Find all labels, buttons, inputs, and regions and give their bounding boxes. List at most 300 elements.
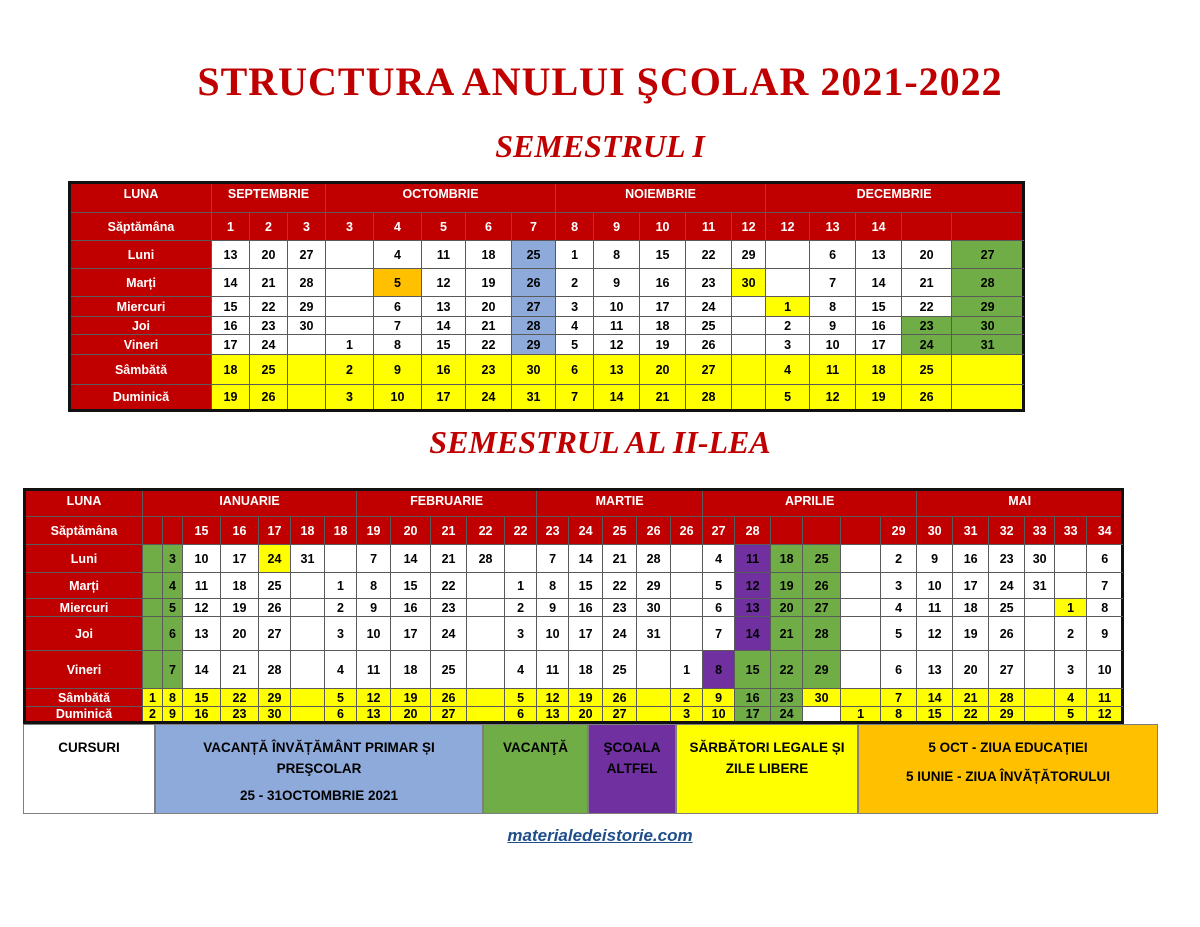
day-label: Marți: [25, 573, 143, 599]
day-cell: 15: [640, 241, 686, 269]
day-cell: 3: [505, 617, 537, 651]
day-cell: 2: [881, 545, 917, 573]
day-cell: [671, 599, 703, 617]
week-label: Săptămâna: [70, 213, 212, 241]
day-cell: 20: [953, 651, 989, 689]
day-cell: 13: [856, 241, 902, 269]
day-cell: 28: [512, 317, 556, 335]
day-cell: 22: [466, 335, 512, 355]
day-cell: 12: [594, 335, 640, 355]
week-number: 21: [431, 517, 467, 545]
day-cell: 20: [640, 355, 686, 385]
day-cell: 7: [881, 689, 917, 707]
day-cell: 29: [803, 651, 841, 689]
day-cell: 22: [902, 297, 952, 317]
day-cell: [143, 617, 163, 651]
day-cell: 21: [250, 269, 288, 297]
day-cell: 15: [569, 573, 603, 599]
day-cell: 11: [735, 545, 771, 573]
day-cell: 28: [288, 269, 326, 297]
week-number: 5: [422, 213, 466, 241]
day-cell: 17: [221, 545, 259, 573]
day-cell: 25: [603, 651, 637, 689]
day-cell: 21: [640, 385, 686, 411]
day-cell: 11: [183, 573, 221, 599]
day-cell: 2: [671, 689, 703, 707]
day-cell: 7: [357, 545, 391, 573]
day-cell: [291, 651, 325, 689]
day-cell: 24: [902, 335, 952, 355]
day-cell: 27: [686, 355, 732, 385]
day-row: [70, 297, 1024, 317]
day-cell: 29: [989, 707, 1025, 723]
day-cell: 23: [603, 599, 637, 617]
day-cell: 7: [556, 385, 594, 411]
day-cell: 1: [1055, 599, 1087, 617]
day-cell: 3: [1055, 651, 1087, 689]
day-cell: [637, 651, 671, 689]
day-cell: 16: [856, 317, 902, 335]
day-cell: 17: [640, 297, 686, 317]
day-cell: [1055, 573, 1087, 599]
day-label: Marți: [70, 269, 212, 297]
day-cell: [325, 545, 357, 573]
week-number: 19: [357, 517, 391, 545]
day-cell: [766, 269, 810, 297]
day-cell: 12: [1087, 707, 1123, 723]
day-cell: 18: [569, 651, 603, 689]
day-cell: 1: [671, 651, 703, 689]
day-cell: 10: [917, 573, 953, 599]
week-number: 25: [603, 517, 637, 545]
day-cell: 4: [556, 317, 594, 335]
day-cell: [732, 385, 766, 411]
day-cell: 22: [771, 651, 803, 689]
day-row: [25, 599, 1123, 617]
day-cell: 25: [686, 317, 732, 335]
day-cell: 25: [512, 241, 556, 269]
day-label: Sâmbătă: [70, 355, 212, 385]
semester-1-heading: SEMESTRUL I: [495, 128, 705, 164]
week-number: [902, 213, 952, 241]
day-cell: 23: [431, 599, 467, 617]
day-cell: [291, 689, 325, 707]
day-cell: 28: [637, 545, 671, 573]
day-label: Duminică: [70, 385, 212, 411]
day-cell: 3: [671, 707, 703, 723]
day-cell: 4: [325, 651, 357, 689]
day-cell: 25: [259, 573, 291, 599]
day-cell: 16: [640, 269, 686, 297]
day-cell: 19: [856, 385, 902, 411]
day-cell: 29: [288, 297, 326, 317]
month-header: APRILIE: [703, 490, 917, 517]
day-cell: 6: [556, 355, 594, 385]
day-cell: 21: [953, 689, 989, 707]
day-cell: 14: [735, 617, 771, 651]
day-cell: 9: [374, 355, 422, 385]
week-number: 18: [325, 517, 357, 545]
day-cell: 10: [1087, 651, 1123, 689]
day-cell: 19: [212, 385, 250, 411]
day-cell: 13: [537, 707, 569, 723]
month-header: MARTIE: [537, 490, 703, 517]
legend-cursuri: [23, 724, 155, 814]
day-cell: 17: [422, 385, 466, 411]
day-cell: 4: [1055, 689, 1087, 707]
week-number: 12: [766, 213, 810, 241]
day-cell: 2: [766, 317, 810, 335]
week-number: [803, 517, 841, 545]
day-cell: 18: [212, 355, 250, 385]
day-cell: 23: [466, 355, 512, 385]
day-row: [25, 545, 1123, 573]
day-cell: 9: [917, 545, 953, 573]
day-cell: 14: [183, 651, 221, 689]
day-cell: 3: [556, 297, 594, 317]
day-cell: 14: [422, 317, 466, 335]
day-cell: 19: [569, 689, 603, 707]
day-cell: 13: [212, 241, 250, 269]
day-cell: 30: [952, 317, 1024, 335]
day-cell: 31: [512, 385, 556, 411]
day-cell: 13: [917, 651, 953, 689]
day-cell: 18: [771, 545, 803, 573]
day-cell: [803, 707, 841, 723]
day-cell: 23: [686, 269, 732, 297]
day-cell: [143, 573, 163, 599]
day-cell: 9: [594, 269, 640, 297]
month-label: LUNA: [70, 183, 212, 213]
week-number: 33: [1025, 517, 1055, 545]
week-number: 29: [881, 517, 917, 545]
day-cell: 27: [288, 241, 326, 269]
day-label: Sâmbătă: [25, 689, 143, 707]
week-number: 31: [953, 517, 989, 545]
day-cell: [326, 317, 374, 335]
day-cell: 1: [143, 689, 163, 707]
day-cell: 31: [1025, 573, 1055, 599]
week-number: [952, 213, 1024, 241]
day-cell: 12: [537, 689, 569, 707]
day-cell: 18: [953, 599, 989, 617]
day-cell: [952, 355, 1024, 385]
day-cell: 20: [569, 707, 603, 723]
week-number: 12: [732, 213, 766, 241]
day-cell: 7: [703, 617, 735, 651]
day-cell: [326, 241, 374, 269]
day-cell: 19: [466, 269, 512, 297]
day-cell: 11: [422, 241, 466, 269]
day-cell: 18: [391, 651, 431, 689]
day-cell: 9: [1087, 617, 1123, 651]
day-cell: 17: [735, 707, 771, 723]
day-label: Luni: [70, 241, 212, 269]
day-cell: [1025, 651, 1055, 689]
day-cell: 1: [556, 241, 594, 269]
day-row: [25, 689, 1123, 707]
week-number: 2: [250, 213, 288, 241]
week-number: 4: [374, 213, 422, 241]
day-cell: 24: [431, 617, 467, 651]
day-cell: 5: [881, 617, 917, 651]
day-cell: 4: [374, 241, 422, 269]
day-cell: 29: [512, 335, 556, 355]
day-cell: 16: [183, 707, 221, 723]
day-row: [70, 269, 1024, 297]
week-number: 33: [1055, 517, 1087, 545]
day-cell: 25: [902, 355, 952, 385]
day-cell: [291, 617, 325, 651]
day-cell: 5: [766, 385, 810, 411]
day-cell: 3: [325, 617, 357, 651]
day-cell: [467, 707, 505, 723]
day-cell: [637, 689, 671, 707]
day-cell: 26: [989, 617, 1025, 651]
day-cell: [291, 707, 325, 723]
week-number: 23: [537, 517, 569, 545]
day-cell: [841, 689, 881, 707]
day-cell: 3: [881, 573, 917, 599]
day-cell: 11: [594, 317, 640, 335]
day-cell: 28: [259, 651, 291, 689]
legend-ziua-invatatorului: 5 IUNIE - ZIUA ÎNVĂȚĂTORULUI: [905, 769, 1110, 784]
day-row: [70, 335, 1024, 355]
day-cell: 21: [603, 545, 637, 573]
week-number: 6: [466, 213, 512, 241]
day-cell: 8: [1087, 599, 1123, 617]
day-cell: 29: [732, 241, 766, 269]
day-cell: 10: [183, 545, 221, 573]
day-cell: 4: [703, 545, 735, 573]
day-cell: 5: [703, 573, 735, 599]
day-cell: [288, 335, 326, 355]
day-cell: 5: [374, 269, 422, 297]
day-cell: 15: [917, 707, 953, 723]
day-cell: [326, 269, 374, 297]
day-row: [25, 651, 1123, 689]
day-cell: 15: [183, 689, 221, 707]
day-cell: 6: [1087, 545, 1123, 573]
day-cell: 15: [735, 651, 771, 689]
day-cell: [841, 573, 881, 599]
day-cell: 28: [989, 689, 1025, 707]
day-cell: [766, 241, 810, 269]
day-cell: 4: [881, 599, 917, 617]
footer-link[interactable]: materialedeistorie.com: [507, 826, 693, 845]
day-cell: 9: [357, 599, 391, 617]
week-number: 16: [221, 517, 259, 545]
day-cell: 27: [512, 297, 556, 317]
day-cell: [1025, 689, 1055, 707]
day-cell: 6: [374, 297, 422, 317]
month-label: LUNA: [25, 490, 143, 517]
day-cell: 24: [771, 707, 803, 723]
day-cell: [671, 617, 703, 651]
day-cell: 6: [325, 707, 357, 723]
day-cell: 28: [803, 617, 841, 651]
legend-vacanta-label: VACANŢĂ: [503, 740, 568, 755]
day-cell: [288, 355, 326, 385]
week-number: 7: [512, 213, 556, 241]
day-cell: 13: [422, 297, 466, 317]
day-cell: 10: [703, 707, 735, 723]
day-cell: [143, 545, 163, 573]
day-row: [70, 385, 1024, 411]
day-cell: 20: [466, 297, 512, 317]
day-cell: 4: [163, 573, 183, 599]
day-cell: 26: [250, 385, 288, 411]
day-cell: 11: [1087, 689, 1123, 707]
week-number: 18: [291, 517, 325, 545]
day-cell: 19: [221, 599, 259, 617]
day-row: [25, 617, 1123, 651]
week-number: 34: [1087, 517, 1123, 545]
legend-ziua-educatiei: 5 OCT - ZIUA EDUCAȚIEI: [928, 740, 1088, 755]
day-cell: [732, 355, 766, 385]
day-cell: 18: [640, 317, 686, 335]
day-cell: 18: [221, 573, 259, 599]
day-cell: 26: [803, 573, 841, 599]
day-cell: 18: [856, 355, 902, 385]
day-cell: 1: [505, 573, 537, 599]
week-number: 17: [259, 517, 291, 545]
day-cell: 27: [431, 707, 467, 723]
day-cell: 14: [594, 385, 640, 411]
day-cell: 10: [357, 617, 391, 651]
day-cell: [732, 297, 766, 317]
day-cell: 9: [703, 689, 735, 707]
week-row: [25, 517, 1123, 545]
day-cell: 14: [391, 545, 431, 573]
day-cell: [732, 317, 766, 335]
day-cell: 29: [259, 689, 291, 707]
day-cell: 19: [953, 617, 989, 651]
semester-2-heading: SEMESTRUL AL II-LEA: [429, 424, 771, 460]
day-cell: 27: [603, 707, 637, 723]
day-cell: [467, 573, 505, 599]
day-cell: 19: [640, 335, 686, 355]
month-row: [25, 490, 1123, 517]
legend-vacanta-primar-dates: 25 - 31OCTOMBRIE 2021: [239, 788, 399, 803]
week-number: 32: [989, 517, 1025, 545]
day-cell: 3: [163, 545, 183, 573]
day-cell: 22: [953, 707, 989, 723]
day-cell: [841, 617, 881, 651]
legend-vacanta: [483, 724, 588, 814]
day-cell: [841, 545, 881, 573]
day-cell: 21: [431, 545, 467, 573]
day-cell: 5: [505, 689, 537, 707]
day-cell: 31: [952, 335, 1024, 355]
week-number: 15: [183, 517, 221, 545]
week-number: 28: [735, 517, 771, 545]
day-cell: 20: [250, 241, 288, 269]
day-cell: 6: [163, 617, 183, 651]
day-cell: 20: [771, 599, 803, 617]
day-cell: 8: [357, 573, 391, 599]
week-number: 24: [569, 517, 603, 545]
day-cell: 3: [766, 335, 810, 355]
day-cell: 8: [374, 335, 422, 355]
day-cell: 17: [212, 335, 250, 355]
day-cell: [326, 297, 374, 317]
day-cell: 16: [569, 599, 603, 617]
day-cell: [841, 651, 881, 689]
week-number: 1: [212, 213, 250, 241]
day-cell: 27: [803, 599, 841, 617]
week-number: 3: [288, 213, 326, 241]
day-cell: 5: [1055, 707, 1087, 723]
day-cell: 28: [952, 269, 1024, 297]
day-cell: 12: [810, 385, 856, 411]
day-cell: 5: [325, 689, 357, 707]
day-cell: [732, 335, 766, 355]
day-cell: 8: [703, 651, 735, 689]
month-header: NOIEMBRIE: [556, 183, 766, 213]
day-cell: [1025, 707, 1055, 723]
day-cell: 30: [512, 355, 556, 385]
week-number: 13: [810, 213, 856, 241]
week-number: 14: [856, 213, 902, 241]
day-cell: [671, 573, 703, 599]
day-cell: 27: [989, 651, 1025, 689]
day-cell: 13: [594, 355, 640, 385]
day-cell: 2: [325, 599, 357, 617]
day-cell: [467, 617, 505, 651]
day-label: Miercuri: [25, 599, 143, 617]
day-cell: 14: [212, 269, 250, 297]
day-cell: 26: [512, 269, 556, 297]
day-cell: 26: [902, 385, 952, 411]
month-header: IANUARIE: [143, 490, 357, 517]
day-cell: 16: [212, 317, 250, 335]
day-cell: 26: [603, 689, 637, 707]
day-cell: 24: [259, 545, 291, 573]
day-cell: 7: [374, 317, 422, 335]
day-cell: 19: [771, 573, 803, 599]
day-cell: 14: [569, 545, 603, 573]
day-cell: 6: [810, 241, 856, 269]
day-label: Joi: [25, 617, 143, 651]
legend-scoala-altfel: [588, 724, 676, 814]
day-cell: 16: [422, 355, 466, 385]
month-header: DECEMBRIE: [766, 183, 1024, 213]
day-label: Miercuri: [70, 297, 212, 317]
day-cell: 8: [537, 573, 569, 599]
day-cell: 21: [902, 269, 952, 297]
day-cell: [467, 599, 505, 617]
week-number: 9: [594, 213, 640, 241]
day-cell: 15: [391, 573, 431, 599]
day-label: Vineri: [25, 651, 143, 689]
day-label: Luni: [25, 545, 143, 573]
day-cell: 23: [902, 317, 952, 335]
day-cell: 16: [735, 689, 771, 707]
day-cell: 21: [221, 651, 259, 689]
day-cell: 11: [357, 651, 391, 689]
day-cell: 25: [431, 651, 467, 689]
day-cell: 13: [735, 599, 771, 617]
day-cell: 17: [569, 617, 603, 651]
day-cell: 23: [221, 707, 259, 723]
day-cell: 11: [917, 599, 953, 617]
day-cell: 28: [467, 545, 505, 573]
day-cell: 23: [771, 689, 803, 707]
day-cell: 4: [505, 651, 537, 689]
day-cell: 5: [163, 599, 183, 617]
week-number: 30: [917, 517, 953, 545]
